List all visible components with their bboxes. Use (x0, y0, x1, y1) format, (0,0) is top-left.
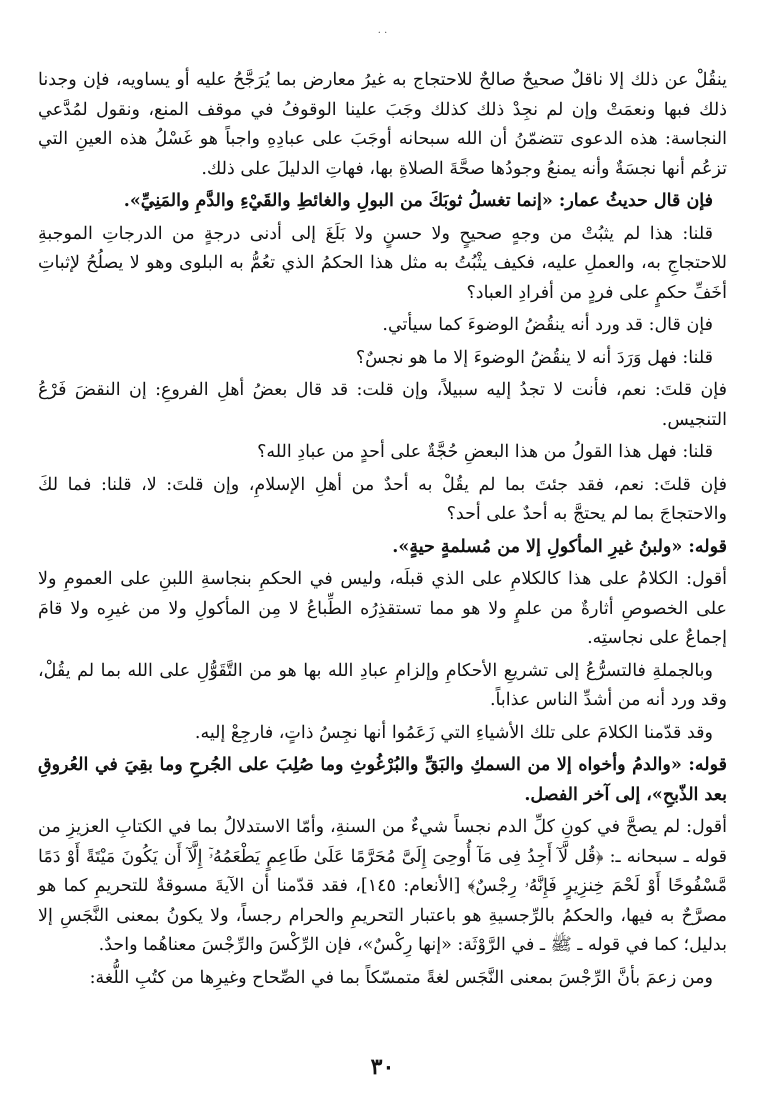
paragraph-quote-milk: قوله: «ولبنُ غيرِ المأكولِ إلا من مُسلمةٍ حيةٍ». (392, 536, 727, 557)
paragraph-summary: وبالجملةِ فالتسرُّعُ إلى تشريعِ الأحكامِ وإلزامِ عبادِ الله بها هو من التَّقَوُّلِ على الله بما لم يقُلْ، وقد ورد أنه من أشدِّ الناس عذاباً. (38, 660, 727, 710)
paragraph-reply-1: قلنا: هذا لم يثبُتْ من وجهٍ صحيحٍ ولا حسنٍ ولا بَلَغَ إلى أدنى درجةٍ من الدرجاتِ الموجبةِ للاحتجاجِ به، والعملِ عليه، فكيف يثْبُتُ به مثل هذا الحكمُ الذي تعُمُّ به البلوى وهو لا يصلُحُ لإثباتِ أخَفِّ حكمٍ على فردٍ من أفرادِ العباد؟ (38, 223, 727, 303)
paragraph-reference: وقد قدّمنا الكلامَ على تلك الأشياءِ التي زَعَمُوا أنها نجِسُ ذاتٍ، فارجِعْ إليه. (194, 722, 713, 743)
paragraph-objection-3: فإن قلتَ: نعم، فقد جئتَ بما لم يقُلْ به أحدٌ من أهلِ الإسلامِ، وإن قلتَ: لا، قلنا: فما لكَ والاحتجاجَ بما لم يحتجَّ به أحدٌ على أحد؟ (38, 474, 727, 524)
paragraph-objection-wudu: فإن قال: قد ورد أنه ينقُضُ الوضوءَ كما سيأتي. (382, 315, 713, 335)
paragraph-intro: ينقُلْ عن ذلك إلا ناقلٌ صحيحٌ صالحٌ للاحتجاج به غيرُ معارض بما يُرَجَّحُ عليه أو يساويه، فإن وجدنا ذلك فبها ونعمَتْ وإن لم نجِدْ ذلك كذلك وجَبَ علينا الوقوفُ في موقف المنع، ونقول لمُدَّعي النجاسة: هذه الدعوى تتضمّنُ أن الله سبحانه أوجَبَ على عبادِهِ واجباً هو غَسْلُ هذه العينِ التي تزعُم أنها نجسَةٌ وأنه يمنعُ وجودُها صحَّةَ الصلاةِ بها، فهاتِ الدليلَ على ذلك. (38, 70, 727, 179)
paragraph-reply-wudu: قلنا: فهل وَرَدَ أنه لا ينقُضُ الوضوءَ إلا ما هو نجسٌ؟ (355, 347, 713, 368)
paragraph-closing: ومن زعمَ بأنَّ الرِّجْسَ بمعنى النَّجَس لغةً متمسّكاً بما في الصِّحاح وغيرِها من كتُبِ اللُّغة: (89, 967, 713, 988)
page-number: ٣٠ (370, 1054, 395, 1080)
paragraph-quote-blood: قوله: «والدمُ وأخواه إلا من السمكِ والبَقِّ والبُرْغُوثِ وما صُلِبَ على الجُرحِ وما بقِيَ في العُروقِ بعد الذّبحِ»، إلى آخر الفصل. (38, 755, 727, 805)
paragraph-ammar-hadith: فإن قال حديثُ عمار: «إنما تغسلُ ثوبَكَ من البولِ والغائطِ والقَيْءِ والدَّمِ والمَنِيِّ». (123, 191, 713, 211)
header-marks: · · (377, 28, 388, 39)
paragraph-comment-blood: أقول: لم يصحَّ في كونِ كلِّ الدم نجساً شيءٌ من السنةِ، وأمّا الاستدلالُ بما في الكتابِ العزيزِ من قوله ـ سبحانه ـ: ﴿قُل لَّآ أَجِدُ فِى مَآ أُوحِىَ إِلَىَّ مُحَرَّمًا عَلَىٰ طَاعِمٍ يَطْعَمُهُۥٓ إِلَّآ أَن يَكُونَ مَيْتَةً أَوْ دَمًا مَّسْفُوحًا أَوْ لَحْمَ خِنزِيرٍ فَإِنَّهُۥ رِجْسٌ﴾ [الأنعام: ١٤٥]، فقد قدّمنا أن الآيةَ مسوقةٌ للتحريمِ كما هو مصرَّحٌ به فيها، والحكمُ بالرِّجسيةِ هو باعتبار التحريمِ والحرام رجساً، ولا يكونُ بمعنى النَّجَسِ إلا بدليل؛ كما في قوله ـ ﷺ ـ في الرَّوْثَة: «إنها رِكْسٌ»، فإن الرِّكْسَ والرِّجْسَ معناهُما واحدٌ. (38, 817, 727, 955)
paragraph-reply-2: قلنا: فهل هذا القولُ من هذا البعضِ حُجَّةٌ على أحدٍ من عبادِ الله؟ (257, 442, 713, 462)
paragraph-comment-milk: أقول: الكلامُ على هذا كالكلامِ على الذي قبلَه، وليس في الحكمِ بنجاسةِ اللبنِ على العمومِ ولا على الخصوصِ أثارةٌ من علمٍ ولا هو مما تستقذِرُه الطِّباعُ لا مِن المأكولِ ولا من غيرِه ولا قامَ إجماعٌ على نجاستِه. (38, 569, 727, 648)
paragraph-objection-2: فإن قلتَ: نعم، فأنت لا تجدُ إليه سبيلاً، وإن قلت: قد قال بعضُ أهلِ الفروعِ: إن النقضَ فَرْعُ التنجيس. (38, 380, 727, 430)
document-page (38, 66, 727, 1068)
